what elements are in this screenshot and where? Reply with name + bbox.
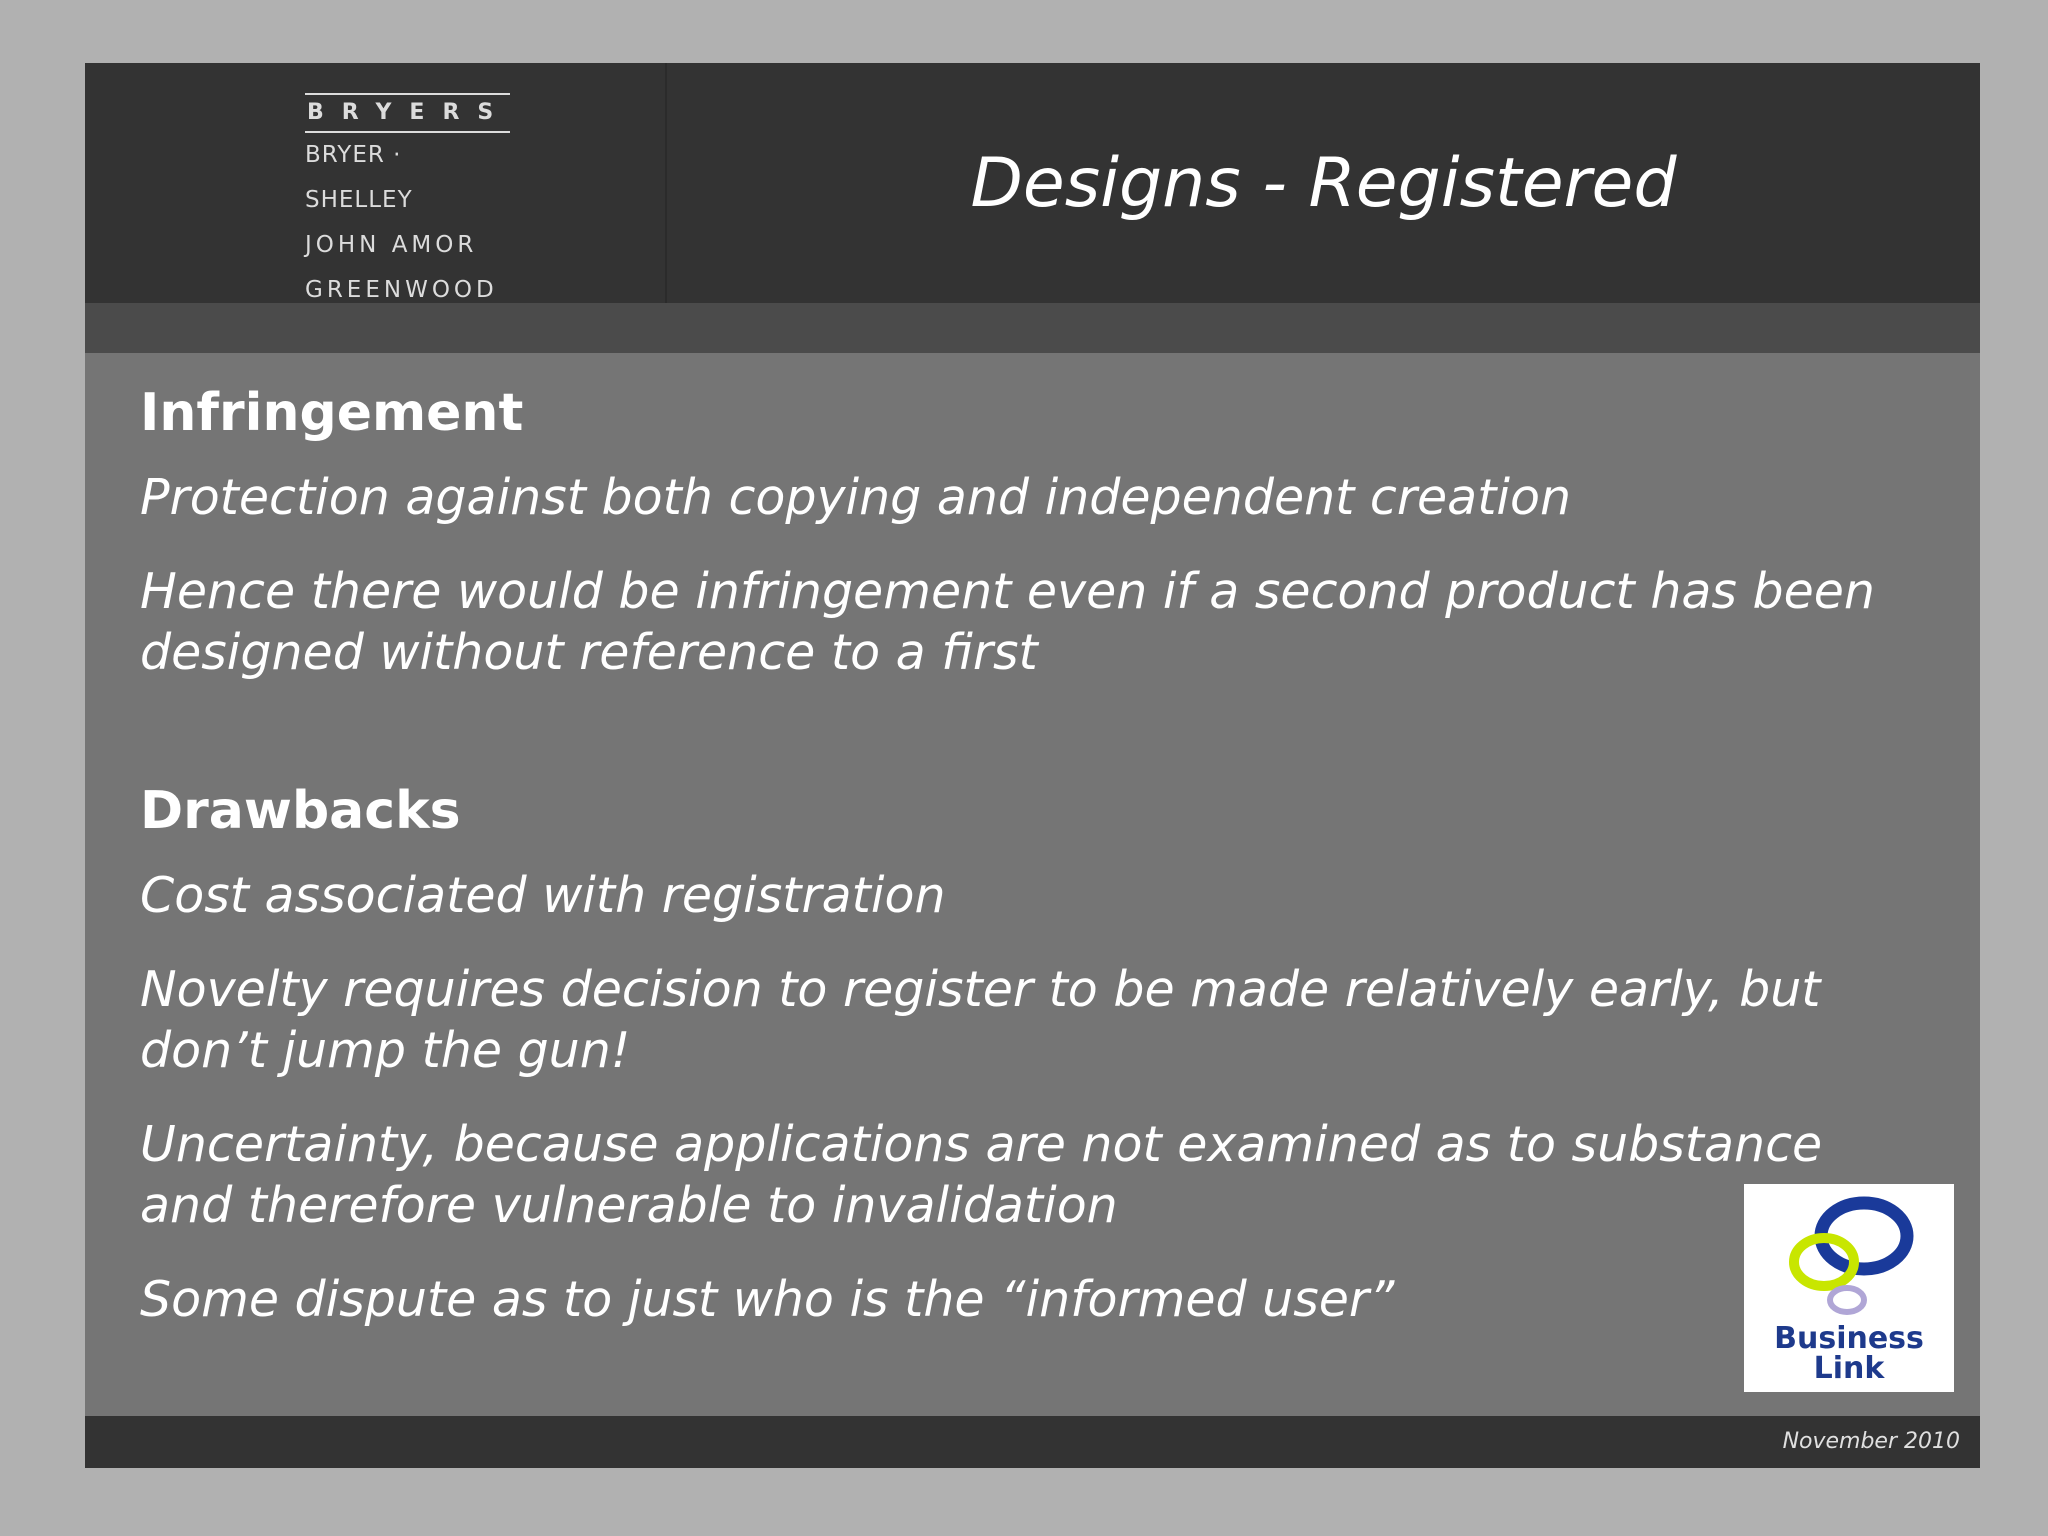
section-spacer — [140, 716, 1880, 779]
header-subbar — [85, 303, 1980, 353]
logo-line-bryer-shelley: BRYER · SHELLEY — [305, 142, 413, 213]
lavender-ring — [1830, 1288, 1864, 1312]
slide-content — [140, 381, 1880, 1363]
business-link-line2: Link — [1813, 1351, 1885, 1386]
logo-line-john-amor: JOHN AMOR — [305, 232, 478, 258]
footer-date: November 2010 — [1782, 1429, 1960, 1454]
bullet-item: Cost associated with registration — [140, 867, 946, 924]
bullet-item: Hence there would be infringement even if a second product has been designed without reference to a first — [140, 563, 1875, 681]
section-heading-drawbacks: Drawbacks — [140, 781, 461, 841]
header-bar — [85, 63, 1980, 303]
business-link-line1: Business — [1774, 1321, 1924, 1356]
bullet-item: Uncertainty, because applications are not examined as to substance and therefore vulnerable to invalidation — [140, 1116, 1823, 1234]
section-heading-infringement: Infringement — [140, 383, 524, 443]
logo-wordmark: BRYERS — [307, 100, 512, 125]
bullet-item: Some dispute as to just who is the “informed user” — [140, 1271, 1395, 1328]
logo-line-greenwood: GREENWOOD — [305, 277, 498, 303]
business-link-text — [1744, 1321, 1954, 1386]
slide — [85, 63, 1980, 1468]
slide-title: Designs - Registered — [970, 143, 1677, 223]
bullet-item: Protection against both copying and independent creation — [140, 469, 1572, 526]
footer-bar — [85, 1416, 1980, 1468]
bullet-item: Novelty requires decision to register to be made relatively early, but don’t jump the gun! — [140, 961, 1821, 1079]
business-link-logo — [1744, 1184, 1954, 1392]
bryers-logo — [305, 93, 510, 313]
